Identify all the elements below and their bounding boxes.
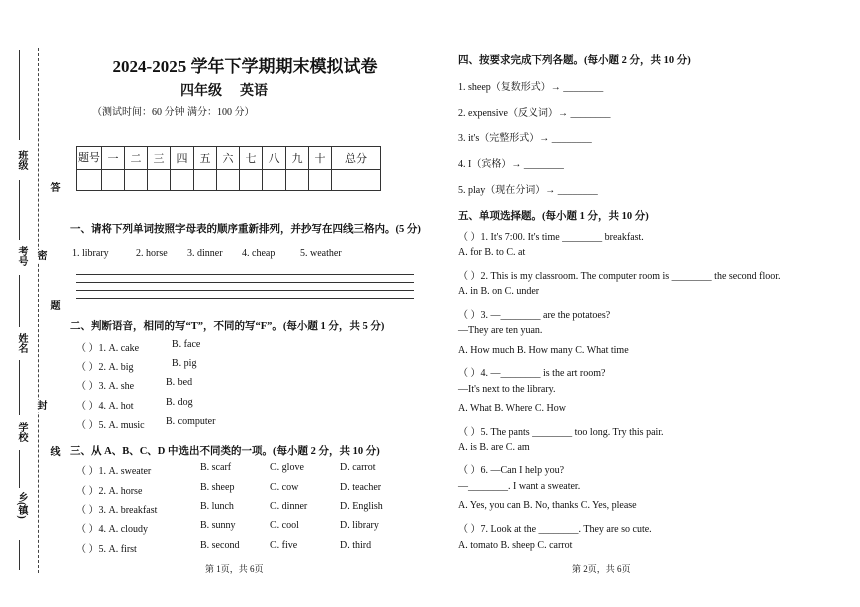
score-table-input-row xyxy=(77,170,381,191)
word-item: 4. cheap xyxy=(242,248,276,259)
category-option-a: （ ）5. A. first xyxy=(76,544,137,555)
category-option-c: C. glove xyxy=(270,462,304,473)
writing-line xyxy=(76,298,414,299)
category-option-b: B. lunch xyxy=(200,501,234,512)
mcq-options: A. is B. are C. am xyxy=(458,442,530,453)
mcq-line: —It's next to the library. xyxy=(458,384,556,395)
score-cell[interactable] xyxy=(309,170,332,191)
score-cell[interactable] xyxy=(125,170,148,191)
transform-item: 2. expensive（反义词）→ ________ xyxy=(458,108,611,119)
category-option-c: C. dinner xyxy=(270,501,308,512)
page-footer-right: 第 2页，共 6页 xyxy=(572,564,631,574)
binding-char-2: 密 xyxy=(35,250,46,262)
score-table-header-row xyxy=(77,147,381,170)
phonics-item: （ ）2. A. big xyxy=(76,362,134,373)
score-header-cell: 八 xyxy=(263,147,286,170)
binding-blank-exam-no xyxy=(19,180,20,240)
category-option-c: C. five xyxy=(270,540,298,551)
transform-item: 5. play（现在分词）→ ________ xyxy=(458,185,598,196)
section3-title: 三、从 A、B、C、D 中选出不同类的一项。(每小题 2 分，共 10 分) xyxy=(70,446,380,457)
word-item: 1. library xyxy=(72,248,109,259)
binding-char-4: 封 xyxy=(35,400,46,412)
exam-info: （测试时间：60 分钟 满分：100 分） xyxy=(92,107,255,118)
score-header-cell: 四 xyxy=(171,147,194,170)
category-option-a: （ ）4. A. cloudy xyxy=(76,524,148,535)
category-option-d: D. third xyxy=(340,540,372,551)
binding-blank-school xyxy=(19,360,20,415)
score-header-cell: 总分 xyxy=(332,147,381,170)
score-cell[interactable] xyxy=(286,170,309,191)
exam-title: 2024-2025 学年下学期期末模拟试卷 xyxy=(112,57,378,76)
score-header-cell: 九 xyxy=(286,147,309,170)
mcq-line: （ ）1. It's 7:00. It's time ________ breakfast. xyxy=(458,232,644,243)
transform-item: 3. it's（完整形式）→ ________ xyxy=(458,133,592,144)
section2-title: 二、判断语音，相同的写“T”，不同的写“F”。(每小题 1 分，共 5 分) xyxy=(70,321,385,332)
binding-char-1: 答 xyxy=(48,182,59,194)
category-option-a: （ ）3. A. breakfast xyxy=(76,505,158,516)
category-option-b: B. sheep xyxy=(200,482,235,493)
binding-char-5: 线 xyxy=(48,446,59,458)
score-header-cell: 十 xyxy=(309,147,332,170)
transform-item: 1. sheep（复数形式）→ ________ xyxy=(458,82,604,93)
score-header-label: 题号 xyxy=(78,152,100,164)
score-header-cell: 一 xyxy=(102,147,125,170)
mcq-line: —________. I want a sweater. xyxy=(458,481,581,492)
category-option-a: （ ）1. A. sweater xyxy=(76,466,152,477)
binding-blank-name xyxy=(19,275,20,327)
score-cell[interactable] xyxy=(217,170,240,191)
mcq-line: （ ）5. The pants ________ too long. Try this pair. xyxy=(458,427,664,438)
mcq-options: A. for B. to C. at xyxy=(458,247,526,258)
phonics-item: （ ）1. A. cake xyxy=(76,343,140,354)
word-item: 3. dinner xyxy=(187,248,223,259)
mcq-options: A. What B. Where C. How xyxy=(458,403,566,414)
category-option-c: C. cow xyxy=(270,482,299,493)
phonics-item: （ ）3. A. she xyxy=(76,381,135,392)
subject-label: 英语 xyxy=(240,84,268,99)
mcq-options: A. How much B. How many C. What time xyxy=(458,345,629,356)
writing-line xyxy=(76,274,414,275)
section5-title: 五、单项选择题。(每小题 1 分，共 10 分) xyxy=(458,211,649,222)
binding-dashed-line xyxy=(38,48,39,573)
category-option-a: （ ）2. A. horse xyxy=(76,486,143,497)
category-option-d: D. carrot xyxy=(340,462,376,473)
category-option-b: B. second xyxy=(200,540,240,551)
phonics-option-b: B. face xyxy=(172,339,201,350)
category-option-d: D. English xyxy=(340,501,383,512)
category-option-d: D. library xyxy=(340,520,379,531)
score-header-cell: 五 xyxy=(194,147,217,170)
phonics-option-b: B. dog xyxy=(166,397,193,408)
category-option-d: D. teacher xyxy=(340,482,382,493)
binding-blank-bottom xyxy=(19,540,20,570)
phonics-option-b: B. pig xyxy=(172,358,197,369)
binding-label-name: 姓名 xyxy=(16,333,27,353)
score-table xyxy=(76,146,381,191)
score-cell[interactable] xyxy=(77,170,102,191)
word-item: 5. weather xyxy=(300,248,342,259)
phonics-item: （ ）4. A. hot xyxy=(76,401,134,412)
binding-label-school: 学校 xyxy=(16,422,27,442)
mcq-line: （ ）2. This is my classroom. The computer room is ________ the second floor. xyxy=(458,271,781,282)
mcq-line: （ ）7. Look at the ________. They are so cute. xyxy=(458,524,652,535)
binding-label-class: 班级 xyxy=(16,150,27,170)
mcq-line: （ ）4. —________ is the art room? xyxy=(458,368,606,379)
writing-line xyxy=(76,282,414,283)
score-cell[interactable] xyxy=(240,170,263,191)
score-header-cell xyxy=(77,147,102,170)
score-cell[interactable] xyxy=(102,170,125,191)
phonics-option-b: B. bed xyxy=(166,377,193,388)
score-cell[interactable] xyxy=(148,170,171,191)
score-cell[interactable] xyxy=(171,170,194,191)
binding-label-exam-no: 考号 xyxy=(16,246,27,266)
writing-line xyxy=(76,290,414,291)
binding-char-3: 题 xyxy=(48,300,59,312)
category-option-b: B. sunny xyxy=(200,520,236,531)
score-cell[interactable] xyxy=(194,170,217,191)
section4-title: 四、按要求完成下列各题。(每小题 2 分，共 10 分) xyxy=(458,55,691,66)
mcq-options: A. Yes, you can B. No, thanks C. Yes, please xyxy=(458,500,637,511)
binding-blank-town xyxy=(19,450,20,488)
score-header-cell: 七 xyxy=(240,147,263,170)
mcq-options: A. in B. on C. under xyxy=(458,286,540,297)
transform-item: 4. I（宾格）→ ________ xyxy=(458,159,564,170)
score-header-cell: 二 xyxy=(125,147,148,170)
page-footer-left: 第 1页，共 6页 xyxy=(205,564,264,574)
section1-title: 一、请将下列单词按照字母表的顺序重新排列，并抄写在四线三格内。(5 分) xyxy=(70,224,421,235)
mcq-line: （ ）3. —________ are the potatoes? xyxy=(458,310,611,321)
score-header-cell: 三 xyxy=(148,147,171,170)
phonics-item: （ ）5. A. music xyxy=(76,420,145,431)
word-item: 2. horse xyxy=(136,248,168,259)
category-option-c: C. cool xyxy=(270,520,299,531)
mcq-options: A. tomato B. sheep C. carrot xyxy=(458,540,573,551)
score-cell[interactable] xyxy=(332,170,381,191)
score-cell[interactable] xyxy=(263,170,286,191)
category-option-b: B. scarf xyxy=(200,462,232,473)
mcq-line: （ ）6. —Can I help you? xyxy=(458,465,565,476)
score-header-cell: 六 xyxy=(217,147,240,170)
phonics-option-b: B. computer xyxy=(166,416,216,427)
binding-blank-class xyxy=(19,50,20,140)
mcq-line: —They are ten yuan. xyxy=(458,325,543,336)
binding-label-town: 乡(镇) xyxy=(16,492,27,519)
grade-label: 四年级 xyxy=(180,84,222,99)
